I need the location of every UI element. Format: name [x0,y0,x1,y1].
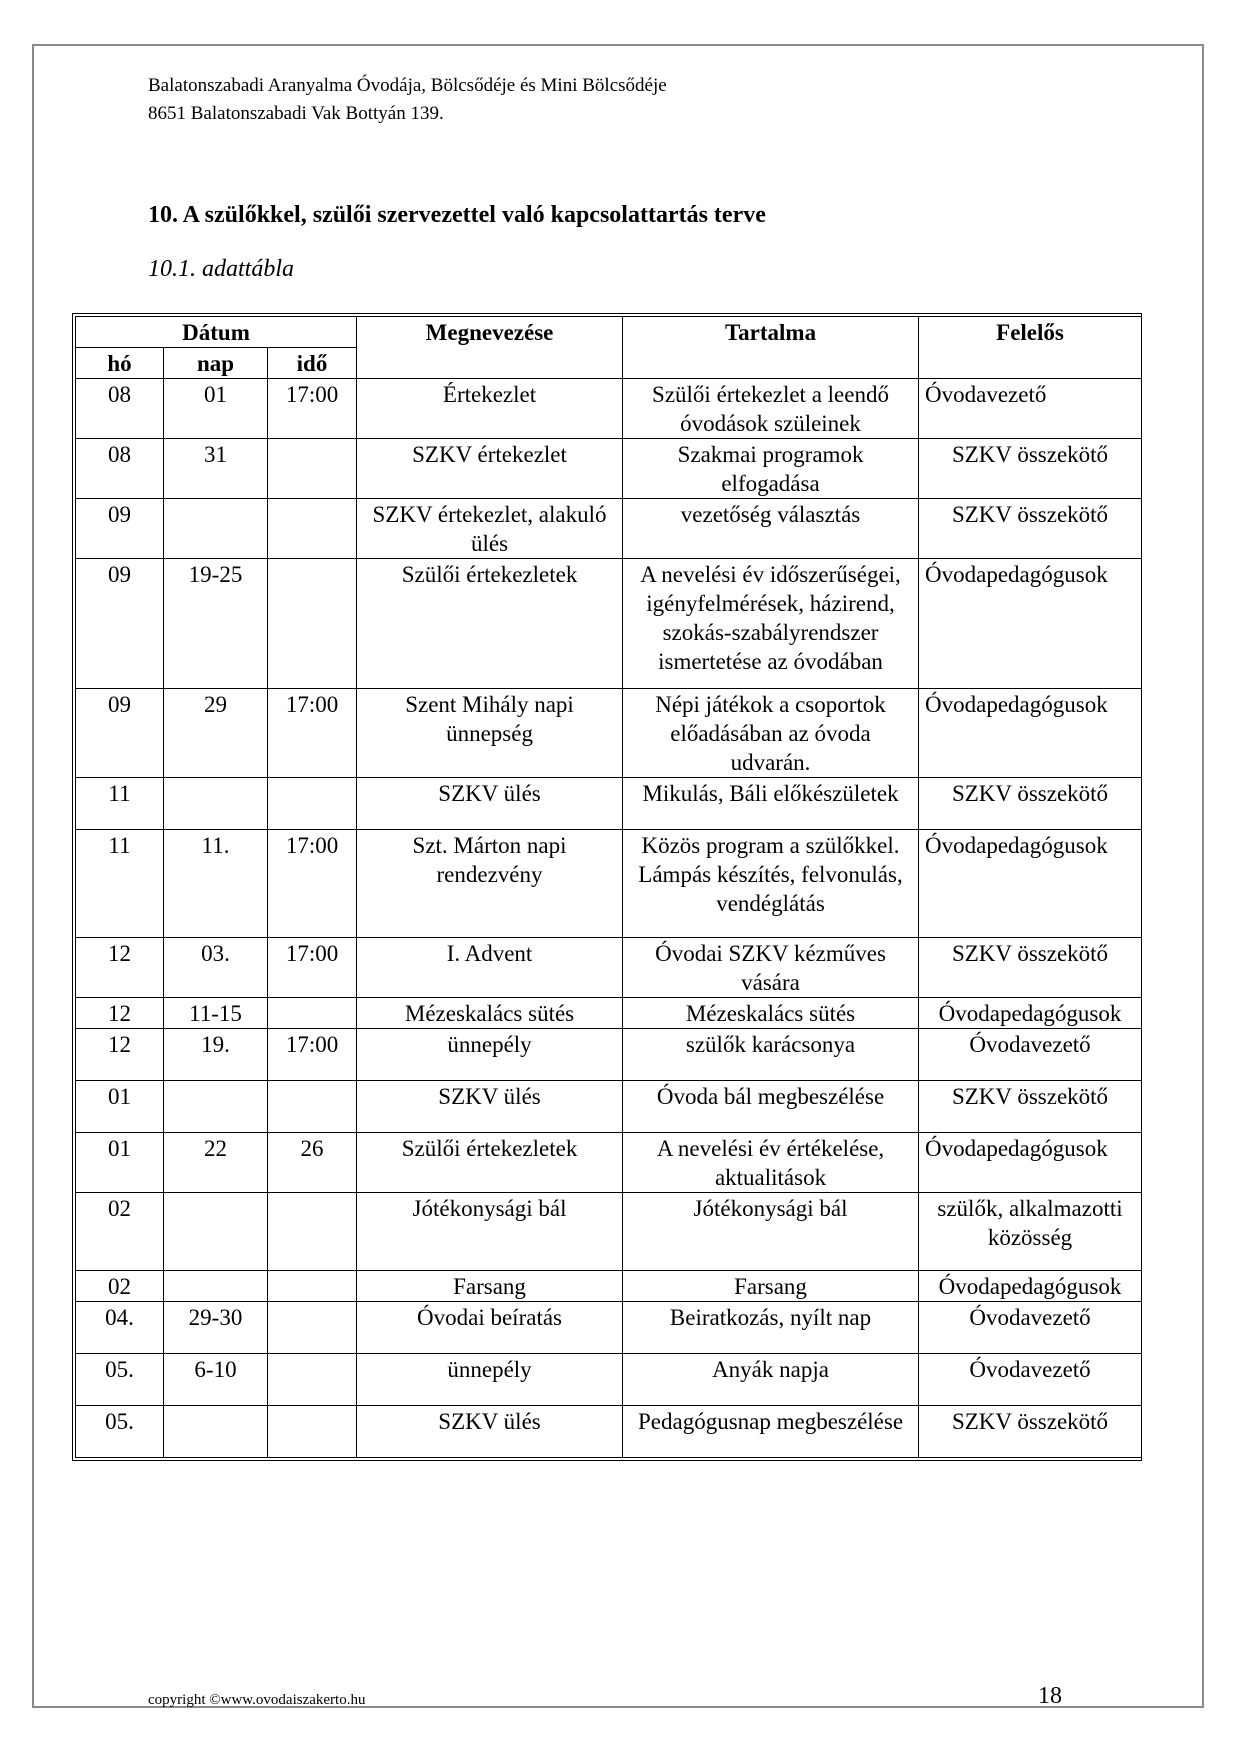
cell-tartalma: Óvodai SZKV kézműves vására [623,938,919,998]
cell-nap: 29 [164,689,268,778]
cell-ho: 01 [76,1081,164,1133]
cell-ho: 08 [76,379,164,439]
table-body [76,379,1142,1458]
cell-tartalma: Jótékonysági bál [623,1193,919,1271]
cell-felelos: Óvodavezető [919,379,1142,439]
cell-ho: 01 [76,1133,164,1193]
table-header-row [76,317,1142,348]
cell-felelos: Óvodapedagógusok [919,998,1142,1029]
cell-megnevezese: ünnepély [357,1029,623,1081]
header-megnevezese: Megnevezése [357,317,623,379]
header-ido: idő [268,348,357,379]
cell-nap: 11-15 [164,998,268,1029]
table-row [76,499,1142,559]
cell-ido [268,439,357,499]
cell-megnevezese: Szt. Márton napi rendezvény [357,830,623,938]
cell-nap: 29-30 [164,1302,268,1354]
cell-felelos: Óvodavezető [919,1354,1142,1406]
cell-nap: 19-25 [164,559,268,689]
cell-tartalma: Mézeskalács sütés [623,998,919,1029]
cell-tartalma: Anyák napja [623,1354,919,1406]
table-row [76,559,1142,689]
header-institution-name: Balatonszabadi Aranyalma Óvodája, Bölcsődéje és Mini Bölcsődéje [148,75,667,96]
cell-felelos: Óvodapedagógusok [919,1133,1142,1193]
table-row [76,1406,1142,1458]
header-datum: Dátum [76,317,357,348]
cell-ho: 11 [76,778,164,830]
cell-nap [164,499,268,559]
cell-nap: 01 [164,379,268,439]
cell-nap: 11. [164,830,268,938]
cell-megnevezese: SZKV értekezlet, alakuló ülés [357,499,623,559]
cell-ido: 17:00 [268,689,357,778]
cell-tartalma: Pedagógusnap megbeszélése [623,1406,919,1458]
cell-ido [268,1193,357,1271]
cell-ido: 17:00 [268,830,357,938]
cell-nap: 22 [164,1133,268,1193]
cell-ido [268,998,357,1029]
cell-ho: 09 [76,499,164,559]
cell-megnevezese: Szülői értekezletek [357,559,623,689]
table-row [76,778,1142,830]
cell-ido: 17:00 [268,938,357,998]
document-header [148,72,667,128]
table-row [76,998,1142,1029]
cell-megnevezese: SZKV értekezlet [357,439,623,499]
cell-megnevezese: Farsang [357,1271,623,1302]
cell-nap: 6-10 [164,1354,268,1406]
cell-nap [164,778,268,830]
cell-ido [268,1406,357,1458]
cell-nap [164,1406,268,1458]
cell-megnevezese: Szülői értekezletek [357,1133,623,1193]
cell-ho: 02 [76,1193,164,1271]
page-number: 18 [1038,1683,1062,1709]
cell-ido [268,1271,357,1302]
cell-ho: 08 [76,439,164,499]
footer-copyright: copyright ©www.ovodaiszakerto.hu [148,1692,366,1708]
cell-megnevezese: SZKV ülés [357,1081,623,1133]
cell-tartalma: Mikulás, Báli előkészületek [623,778,919,830]
cell-felelos: SZKV összekötő [919,439,1142,499]
cell-tartalma: Szakmai programok elfogadása [623,439,919,499]
cell-ido [268,1302,357,1354]
cell-ido [268,499,357,559]
cell-felelos: Óvodapedagógusok [919,559,1142,689]
cell-felelos: szülők, alkalmazotti közösség [919,1193,1142,1271]
header-felelos: Felelős [919,317,1142,379]
cell-felelos: Óvodavezető [919,1029,1142,1081]
cell-ho: 05. [76,1406,164,1458]
cell-megnevezese: Szent Mihály napi ünnepség [357,689,623,778]
cell-tartalma: vezetőség választás [623,499,919,559]
cell-ido [268,778,357,830]
cell-megnevezese: ünnepély [357,1354,623,1406]
cell-ido [268,1354,357,1406]
table-row [76,1081,1142,1133]
table-row [76,439,1142,499]
table-row [76,379,1142,439]
cell-tartalma: Beiratkozás, nyílt nap [623,1302,919,1354]
table-row [76,1271,1142,1302]
cell-felelos: SZKV összekötő [919,499,1142,559]
cell-ho: 04. [76,1302,164,1354]
cell-felelos: Óvodapedagógusok [919,689,1142,778]
cell-ho: 12 [76,998,164,1029]
cell-tartalma: Közös program a szülőkkel. Lámpás készítés, felvonulás, vendéglátás [623,830,919,938]
cell-ho: 12 [76,1029,164,1081]
cell-megnevezese: I. Advent [357,938,623,998]
table-row [76,1193,1142,1271]
cell-ido: 17:00 [268,379,357,439]
schedule-table-frame [72,313,1142,1461]
table-row [76,689,1142,778]
cell-ido [268,559,357,689]
cell-nap: 03. [164,938,268,998]
header-tartalma: Tartalma [623,317,919,379]
cell-megnevezese: SZKV ülés [357,778,623,830]
cell-ho: 11 [76,830,164,938]
cell-nap [164,1271,268,1302]
cell-megnevezese: Értekezlet [357,379,623,439]
table-row [76,1354,1142,1406]
cell-tartalma: Népi játékok a csoportok előadásában az óvoda udvarán. [623,689,919,778]
cell-nap [164,1193,268,1271]
table-row [76,1133,1142,1193]
cell-tartalma: Szülői értekezlet a leendő óvodások szüleinek [623,379,919,439]
cell-felelos: Óvodavezető [919,1302,1142,1354]
cell-tartalma: szülők karácsonya [623,1029,919,1081]
cell-felelos: SZKV összekötő [919,778,1142,830]
cell-tartalma: A nevelési év időszerűségei, igényfelmérések, házirend, szokás-szabályrendszer ismertetése az óvodában [623,559,919,689]
cell-ho: 12 [76,938,164,998]
table-row [76,1302,1142,1354]
cell-felelos: SZKV összekötő [919,1081,1142,1133]
table-row [76,830,1142,938]
cell-megnevezese: SZKV ülés [357,1406,623,1458]
cell-tartalma: Farsang [623,1271,919,1302]
cell-ido [268,1081,357,1133]
header-ho: hó [76,348,164,379]
cell-ho: 09 [76,559,164,689]
header-nap: nap [164,348,268,379]
cell-megnevezese: Óvodai beíratás [357,1302,623,1354]
cell-tartalma: Óvoda bál megbeszélése [623,1081,919,1133]
cell-ho: 02 [76,1271,164,1302]
section-title: 10. A szülőkkel, szülői szervezettel való kapcsolattartás terve [148,202,766,228]
cell-ho: 09 [76,689,164,778]
cell-tartalma: A nevelési év értékelése, aktualitások [623,1133,919,1193]
cell-nap: 31 [164,439,268,499]
cell-felelos: SZKV összekötő [919,1406,1142,1458]
cell-felelos: Óvodapedagógusok [919,1271,1142,1302]
cell-felelos: Óvodapedagógusok [919,830,1142,938]
table-row [76,1029,1142,1081]
cell-ho: 05. [76,1354,164,1406]
cell-megnevezese: Jótékonysági bál [357,1193,623,1271]
table-row [76,938,1142,998]
cell-ido: 17:00 [268,1029,357,1081]
cell-felelos: SZKV összekötő [919,938,1142,998]
cell-nap: 19. [164,1029,268,1081]
schedule-table [75,316,1142,1458]
cell-megnevezese: Mézeskalács sütés [357,998,623,1029]
header-address: 8651 Balatonszabadi Vak Bottyán 139. [148,103,444,124]
table-caption: 10.1. adattábla [148,256,295,282]
cell-ido: 26 [268,1133,357,1193]
cell-nap [164,1081,268,1133]
